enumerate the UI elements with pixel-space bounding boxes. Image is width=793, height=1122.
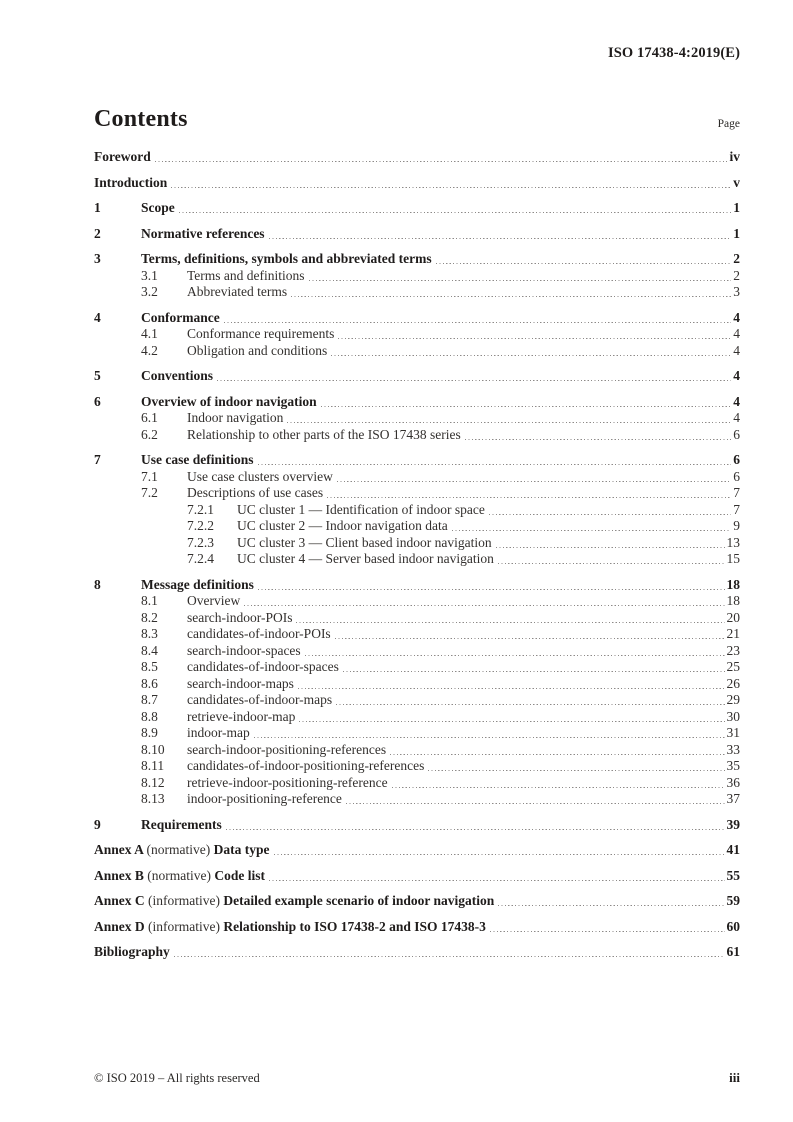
toc-entry-number: 3 [94, 251, 101, 266]
dot-leader [335, 627, 725, 640]
toc-entry-page-number: 4 [733, 393, 740, 409]
toc-entry-number: 6.2 [141, 426, 158, 442]
toc-entry [94, 485, 740, 502]
toc-entry-title: Requirements [141, 816, 222, 832]
dot-leader [337, 469, 731, 482]
toc-entry-number: 3.1 [141, 267, 158, 283]
toc-entry-title: search-indoor-POIs [187, 609, 293, 625]
toc-entry [94, 775, 740, 792]
toc-annex-qualifier: (normative) [147, 867, 215, 883]
toc-entry-title: UC cluster 4 — Server based indoor navigation [237, 551, 494, 566]
toc-entry-title: Conformance [141, 309, 220, 325]
toc-entry-page-number: 36 [726, 774, 740, 790]
toc-entry [94, 343, 740, 360]
toc-entry-title: candidates-of-indoor-maps [187, 692, 333, 707]
toc-entry-page-number: 18 [726, 576, 740, 592]
toc-entry [94, 842, 740, 859]
dot-leader [224, 310, 732, 323]
dot-leader [244, 594, 724, 607]
toc-entry-number: 6.1 [141, 410, 158, 425]
toc-entry [94, 149, 740, 166]
toc-entry-number: 8.9 [141, 725, 158, 740]
toc-entry [94, 326, 740, 343]
dot-leader [174, 945, 725, 958]
toc-entry-title: retrieve-indoor-map [187, 708, 296, 724]
dot-leader [436, 252, 732, 265]
toc-entry [94, 817, 740, 834]
toc-entry [94, 692, 740, 709]
toc-entry [94, 676, 740, 693]
toc-entry-page-number: 25 [726, 659, 740, 674]
toc-entry-page-number: 41 [726, 842, 740, 857]
toc-entry-title: search-indoor-spaces [187, 642, 301, 658]
toc-entry-title: UC cluster 3 — Client based indoor navigation [237, 534, 492, 550]
toc-entry-number: 4.2 [141, 342, 158, 358]
toc-entry [94, 427, 740, 444]
toc-entry-title: Use case clusters overview [187, 468, 333, 484]
dot-leader [496, 535, 725, 548]
dot-leader [171, 175, 731, 188]
toc-entry-page-number: 59 [726, 893, 740, 908]
toc-entry-page-number: 3 [733, 284, 740, 299]
toc-annex-qualifier: (normative) [146, 842, 214, 857]
dot-leader [428, 759, 724, 772]
toc-entry [94, 502, 740, 519]
folio-page-number: iii [729, 1070, 740, 1085]
toc-annex-qualifier: (informative) [148, 893, 224, 908]
toc-entry-page-number: 29 [726, 692, 740, 707]
dot-leader [489, 502, 731, 515]
running-header-document-id: ISO 17438-4:2019(E) [608, 45, 740, 61]
toc-entry-title: retrieve-indoor-positioning-reference [187, 774, 388, 790]
toc-entry-title: Bibliography [94, 944, 170, 959]
toc-entry [94, 226, 740, 243]
toc-entry-title: indoor-map [187, 725, 250, 740]
dot-leader [254, 726, 725, 739]
toc-entry-title: Terms and definitions [187, 267, 305, 283]
toc-entry-title: Overview of indoor navigation [141, 393, 317, 409]
toc-entry [94, 410, 740, 427]
dot-leader [321, 394, 732, 407]
toc-entry-page-number: 6 [733, 426, 740, 442]
toc-entry [94, 251, 740, 268]
toc-entry [94, 944, 740, 961]
contents-title: Contents [94, 106, 188, 132]
dot-leader [269, 226, 732, 239]
toc-entry-title: candidates-of-indoor-spaces [187, 659, 339, 674]
toc-entry-title: Relationship to other parts of the ISO 17438 series [187, 426, 461, 442]
toc-entry-number: 7.2.1 [187, 501, 214, 517]
toc-entry-title: candidates-of-indoor-positioning-references [187, 758, 425, 773]
toc-entry-page-number: 7 [733, 501, 740, 517]
toc-entry-number: 7.2.2 [187, 518, 214, 533]
dot-leader [498, 894, 724, 907]
toc-entry [94, 518, 740, 535]
dot-leader [258, 453, 732, 466]
toc-entry [94, 200, 740, 217]
toc-entry-page-number: 4 [733, 342, 740, 358]
dot-leader [291, 285, 731, 298]
toc-entry-page-number: 18 [726, 593, 740, 608]
toc-entry [94, 791, 740, 808]
toc-entry [94, 284, 740, 301]
toc-entry-page-number: 4 [733, 368, 740, 383]
toc-entry-title: Annex D (informative) Relationship to ISO 17438-2 and ISO 17438-3 [94, 918, 486, 934]
toc-entry [94, 469, 740, 486]
toc-entry-number: 4 [94, 309, 101, 325]
toc-entry-page-number: 30 [726, 708, 740, 724]
toc-entry-title: UC cluster 1 — Identification of indoor space [237, 501, 485, 517]
toc-entry [94, 394, 740, 411]
dot-leader [336, 693, 724, 706]
toc-entry-number: 8.2 [141, 609, 158, 625]
dot-leader [298, 676, 725, 689]
toc-list [94, 149, 740, 961]
dot-leader [258, 577, 725, 590]
toc-entry-number: 8.3 [141, 626, 158, 641]
toc-entry-page-number: 33 [726, 741, 740, 757]
toc-entry-number: 8 [94, 576, 101, 592]
toc-entry [94, 758, 740, 775]
dot-leader [338, 327, 731, 340]
toc-entry-page-number: iv [729, 149, 740, 164]
toc-entry-title: Abbreviated terms [187, 284, 288, 299]
toc-entry-page-number: 15 [726, 551, 740, 566]
toc-entry-title: Message definitions [141, 576, 254, 592]
toc-entry-number: 1 [94, 200, 101, 215]
dot-leader [309, 268, 732, 281]
toc-entry-title: Obligation and conditions [187, 342, 328, 358]
toc-entry-title: Descriptions of use cases [187, 485, 324, 500]
toc-entry-number: 2 [94, 225, 101, 241]
toc-entry [94, 593, 740, 610]
toc-entry-page-number: 23 [726, 642, 740, 658]
toc-entry-number: 8.11 [141, 758, 165, 773]
toc-entry-page-number: 2 [733, 267, 740, 283]
dot-leader [287, 411, 731, 424]
toc-entry [94, 626, 740, 643]
toc-entry [94, 452, 740, 469]
dot-leader [490, 919, 725, 932]
toc-entry-page-number: 60 [726, 918, 740, 934]
toc-entry-page-number: 13 [726, 534, 740, 550]
toc-entry-title: Annex B (normative) Code list [94, 867, 265, 883]
toc-entry-number: 7 [94, 452, 101, 467]
toc-entry [94, 268, 740, 285]
toc-entry-title: search-indoor-positioning-references [187, 741, 387, 757]
dot-leader [296, 610, 724, 623]
toc-entry [94, 893, 740, 910]
dot-leader [452, 519, 732, 532]
toc-entry-title: Terms, definitions, symbols and abbreviated terms [141, 251, 432, 266]
toc-entry-page-number: 26 [726, 675, 740, 691]
toc-entry-page-number: 20 [726, 609, 740, 625]
toc-entry-number: 8.8 [141, 708, 158, 724]
toc-entry-number: 7.1 [141, 468, 158, 484]
toc-entry [94, 577, 740, 594]
toc-entry-page-number: 55 [726, 867, 740, 883]
toc-entry-title: Annex A (normative) Data type [94, 842, 270, 857]
toc-entry [94, 310, 740, 327]
dot-leader [299, 709, 724, 722]
toc-entry-page-number: 4 [733, 410, 740, 425]
toc-entry-title: Scope [141, 200, 175, 215]
toc-entry-number: 8.1 [141, 593, 158, 608]
dot-leader [305, 643, 725, 656]
toc-entry-page-number: 6 [733, 452, 740, 467]
toc-entry-page-number: 31 [726, 725, 740, 740]
toc-entry-page-number: 7 [733, 485, 740, 500]
toc-entry-page-number: 21 [726, 626, 740, 641]
toc-entry [94, 368, 740, 385]
toc-entry-page-number: 37 [726, 791, 740, 806]
toc-entry-number: 8.4 [141, 642, 158, 658]
toc-entry-number: 9 [94, 816, 101, 832]
copyright-notice: © ISO 2019 – All rights reserved [94, 1071, 260, 1085]
toc-entry [94, 659, 740, 676]
dot-leader [346, 792, 725, 805]
toc-entry-number: 4.1 [141, 326, 158, 341]
toc-entry-title: Normative references [141, 225, 265, 241]
dot-leader [274, 843, 725, 856]
toc-entry-title: Introduction [94, 174, 168, 190]
toc-entry [94, 175, 740, 192]
toc-entry-title: UC cluster 2 — Indoor navigation data [237, 518, 448, 533]
toc-entry-title: Foreword [94, 149, 151, 164]
dot-leader [269, 868, 725, 881]
toc-entry-page-number: 2 [733, 251, 740, 266]
toc-entry-page-number: 61 [726, 944, 740, 959]
toc-entry [94, 535, 740, 552]
dot-leader [155, 150, 728, 163]
toc-entry-title: Annex C (informative) Detailed example scenario of indoor navigation [94, 893, 495, 908]
toc-entry-title: search-indoor-maps [187, 675, 294, 691]
toc-entry-number: 8.7 [141, 692, 158, 707]
toc-entry [94, 643, 740, 660]
toc-entry-number: 8.10 [141, 741, 165, 757]
toc-entry-number: 8.5 [141, 659, 158, 674]
toc-entry-title: candidates-of-indoor-POIs [187, 626, 331, 641]
toc-entry-number: 3.2 [141, 284, 158, 299]
toc-entry-number: 7.2.4 [187, 551, 214, 566]
toc-entry [94, 742, 740, 759]
contents-heading-row [94, 106, 740, 133]
toc-entry [94, 725, 740, 742]
toc-entry-page-number: 6 [733, 468, 740, 484]
toc-entry-page-number: v [733, 174, 740, 190]
toc-entry-page-number: 4 [733, 326, 740, 341]
toc-entry [94, 919, 740, 936]
toc-entry-page-number: 4 [733, 309, 740, 325]
toc-entry-title: Conventions [141, 368, 214, 383]
toc-entry-number: 8.13 [141, 791, 165, 806]
dot-leader [390, 742, 724, 755]
toc-entry [94, 610, 740, 627]
dot-leader [465, 427, 732, 440]
dot-leader [179, 201, 732, 214]
toc-entry-title: Indoor navigation [187, 410, 284, 425]
toc-entry-title: Overview [187, 593, 241, 608]
dot-leader [226, 817, 725, 830]
dot-leader [331, 343, 731, 356]
toc-annex-qualifier: (informative) [148, 918, 224, 934]
page-footer [94, 1070, 740, 1086]
toc-entry-title: Use case definitions [141, 452, 254, 467]
dot-leader [392, 775, 725, 788]
toc-entry-page-number: 9 [733, 518, 740, 533]
dot-leader [217, 369, 731, 382]
page-column-label: Page [717, 118, 740, 130]
toc-entry-number: 7.2 [141, 485, 158, 500]
toc-entry-title: indoor-positioning-reference [187, 791, 342, 806]
toc-entry [94, 868, 740, 885]
toc-entry-page-number: 1 [733, 225, 740, 241]
toc-entry-title: Conformance requirements [187, 326, 335, 341]
toc-entry [94, 709, 740, 726]
dot-leader [343, 660, 725, 673]
toc-entry-number: 5 [94, 368, 101, 383]
dot-leader [498, 552, 725, 565]
toc-entry-number: 6 [94, 393, 101, 409]
toc-entry [94, 551, 740, 568]
toc-entry-page-number: 39 [726, 816, 740, 832]
toc-entry-number: 8.12 [141, 774, 165, 790]
toc-entry-page-number: 35 [726, 758, 740, 773]
toc-entry-number: 7.2.3 [187, 534, 214, 550]
toc-entry-number: 8.6 [141, 675, 158, 691]
dot-leader [327, 486, 731, 499]
toc-entry-page-number: 1 [733, 200, 740, 215]
